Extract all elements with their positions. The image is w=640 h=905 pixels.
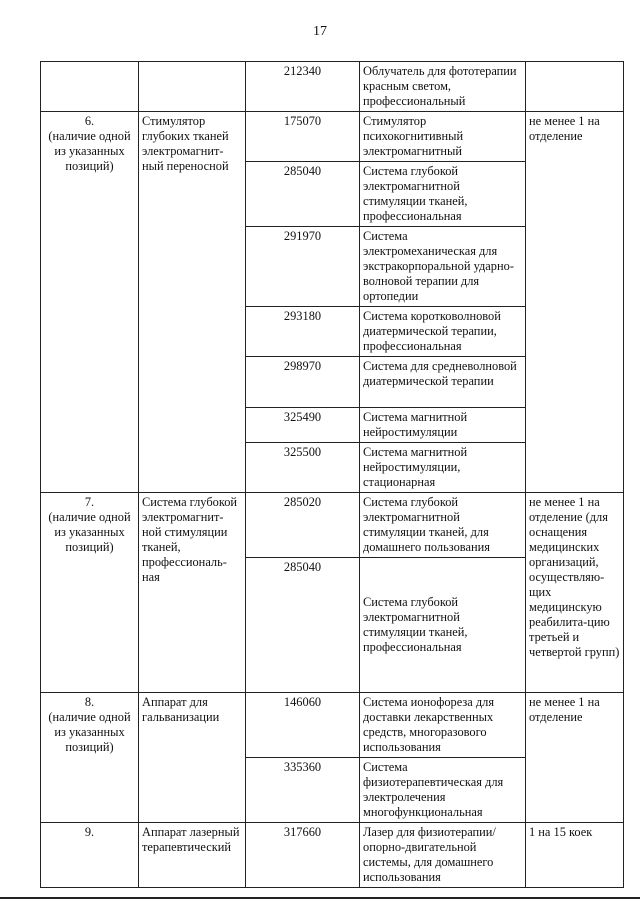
code-cell: 325490 — [246, 408, 360, 443]
group-7-name: Система глубокой электромагнит-ной стимуляции тканей, профессиональ-ная — [139, 493, 246, 693]
desc-cell: Система для средневолновой диатермической терапии — [360, 357, 526, 408]
code-cell: 298970 — [246, 357, 360, 408]
code-cell: 291970 — [246, 227, 360, 307]
code-cell: 325500 — [246, 443, 360, 493]
desc-cell: Система глубокой электромагнитной стимуляции тканей, профессиональная — [360, 162, 526, 227]
code-cell: 285040 — [246, 558, 360, 693]
group-9-number: 9. — [41, 823, 139, 888]
req-cell — [526, 62, 624, 112]
table-row — [41, 823, 624, 888]
code-cell: 335360 — [246, 758, 360, 823]
group-9-name: Аппарат лазерный терапевтический — [139, 823, 246, 888]
table-row — [41, 493, 624, 558]
group-8-requirement: не менее 1 на отделение — [526, 693, 624, 823]
group-7-requirement: не менее 1 на отделение (для оснащения медицинских организаций, осуществляю-щих медицинскую реабилита-цию третьей и четвертой групп) — [526, 493, 624, 693]
desc-cell: Стимулятор психокогнитивный электромагнитный — [360, 112, 526, 162]
group-6-number: 6. (наличие одной из указанных позиций) — [41, 112, 139, 493]
code-cell: 293180 — [246, 307, 360, 357]
code-cell: 285020 — [246, 493, 360, 558]
group-8-name: Аппарат для гальванизации — [139, 693, 246, 823]
table-row — [41, 693, 624, 758]
code-cell: 317660 — [246, 823, 360, 888]
desc-cell: Облучатель для фототерапии красным светом, профессиональный — [360, 62, 526, 112]
desc-cell: Система глубокой электромагнитной стимуляции тканей, профессиональная — [360, 558, 526, 693]
equipment-table — [40, 61, 624, 888]
desc-cell: Система физиотерапевтическая для электролечения многофункциональная — [360, 758, 526, 823]
group-6-name: Стимулятор глубоких тканей электромагнит-ный переносной — [139, 112, 246, 493]
desc-cell: Система магнитной нейростимуляции, стационарная — [360, 443, 526, 493]
page-bottom-rule — [0, 897, 640, 899]
desc-cell: Система коротковолновой диатермической терапии, профессиональная — [360, 307, 526, 357]
code-cell: 146060 — [246, 693, 360, 758]
group-7-number: 7. (наличие одной из указанных позиций) — [41, 493, 139, 693]
desc-cell: Система магнитной нейростимуляции — [360, 408, 526, 443]
group-9-requirement: 1 на 15 коек — [526, 823, 624, 888]
desc-cell: Система ионофореза для доставки лекарственных средств, многоразового использования — [360, 693, 526, 758]
page-number: 17 — [313, 24, 327, 39]
group-8-number: 8. (наличие одной из указанных позиций) — [41, 693, 139, 823]
table-row — [41, 112, 624, 162]
table-row — [41, 62, 624, 112]
code-cell: 285040 — [246, 162, 360, 227]
group-6-requirement: не менее 1 на отделение — [526, 112, 624, 493]
code-cell: 212340 — [246, 62, 360, 112]
desc-cell: Система глубокой электромагнитной стимуляции тканей, для домашнего пользования — [360, 493, 526, 558]
desc-cell: Лазер для физиотерапии/опорно-двигательной системы, для домашнего использования — [360, 823, 526, 888]
code-cell: 175070 — [246, 112, 360, 162]
name-cell — [139, 62, 246, 112]
num-cell — [41, 62, 139, 112]
desc-cell: Система электромеханическая для экстракорпоральной ударно-волновой терапии для ортопедии — [360, 227, 526, 307]
